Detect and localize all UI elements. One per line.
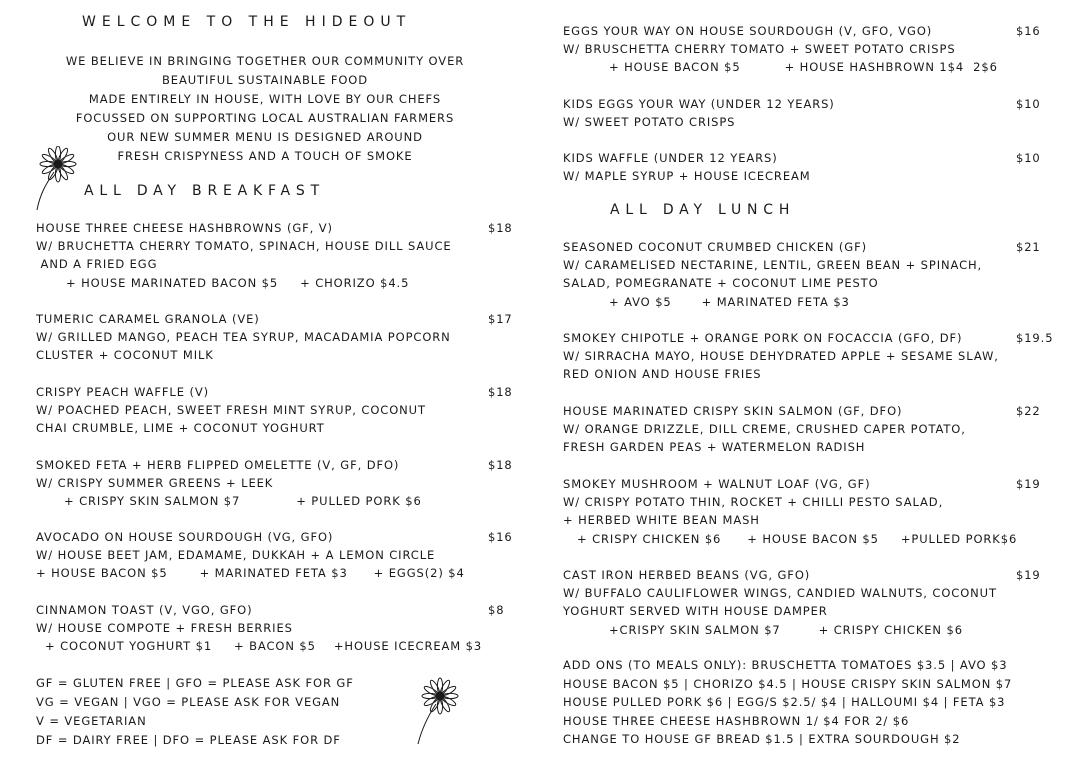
- item-addon: + CRISPY CHICKEN $6: [577, 531, 722, 546]
- item-addon: + AVO $5: [609, 294, 672, 309]
- item-addon: + EGGS(2) $4: [373, 566, 465, 581]
- item-price: $10: [1016, 97, 1041, 111]
- legend-line: V = VEGETARIAN: [36, 714, 147, 728]
- item-addon: +PULLED PORK$6: [900, 531, 1018, 546]
- addons-line: CHANGE TO HOUSE GF BREAD $1.5 | EXTRA SOURDOUGH $2: [563, 732, 961, 747]
- item-name: AVOCADO ON HOUSE SOURDOUGH (VG, GFO): [36, 530, 334, 544]
- menu-item: [563, 22, 1043, 77]
- item-name: SMOKEY MUSHROOM + WALNUT LOAF (VG, GF): [563, 477, 871, 491]
- intro-line: FRESH CRISPYNESS AND A TOUCH OF SMOKE: [117, 149, 413, 163]
- intro-line: MADE ENTIRELY IN HOUSE, WITH LOVE BY OUR CHEFS: [88, 92, 442, 106]
- legend-line: GF = GLUTEN FREE | GFO = PLEASE ASK FOR GF: [36, 676, 354, 690]
- item-price: $21: [1016, 240, 1041, 254]
- addons-line: HOUSE PULLED PORK $6 | EGG/S $2.5/ $4 | HALLOUMI $4 | FETA $3: [563, 695, 1006, 710]
- menu-item: [36, 456, 512, 511]
- item-name: KIDS EGGS YOUR WAY (UNDER 12 YEARS): [563, 97, 835, 111]
- item-desc: YOGHURT SERVED WITH HOUSE DAMPER: [563, 604, 828, 619]
- item-addon: + HOUSE BACON $5: [747, 531, 879, 546]
- item-desc: W/ BUFFALO CAULIFLOWER WINGS, CANDIED WALNUTS, COCONUT: [563, 586, 997, 601]
- item-addon: + CRISPY CHICKEN $6: [818, 622, 963, 637]
- menu-item: [36, 528, 512, 583]
- item-name: SMOKED FETA + HERB FLIPPED OMELETTE (V, GF, DFO): [36, 458, 400, 472]
- item-price: $8: [488, 603, 505, 617]
- addons-line: HOUSE BACON $5 | CHORIZO $4.5 | HOUSE CRISPY SKIN SALMON $7: [563, 676, 1013, 691]
- intro-line: BEAUTIFUL SUSTAINABLE FOOD: [161, 73, 369, 87]
- menu-item: [563, 566, 1053, 639]
- intro-line: OUR NEW SUMMER MENU IS DESIGNED AROUND: [107, 130, 423, 144]
- item-price: $22: [1016, 404, 1041, 418]
- item-desc: W/ POACHED PEACH, SWEET FRESH MINT SYRUP, COCONUT: [36, 403, 426, 418]
- welcome-title: WELCOME TO THE HIDEOUT: [82, 14, 412, 30]
- item-name: CINNAMON TOAST (V, VGO, GFO): [36, 603, 253, 617]
- menu-item: [563, 238, 1053, 311]
- item-price: $16: [1016, 24, 1041, 38]
- addons-line: HOUSE THREE CHEESE HASHBROWN 1/ $4 FOR 2/ $6: [563, 713, 910, 728]
- item-price: $19: [1016, 477, 1041, 491]
- daisy-flower-icon: [30, 146, 80, 212]
- item-desc: W/ GRILLED MANGO, PEACH TEA SYRUP, MACADAMIA POPCORN: [36, 330, 451, 345]
- menu-item: [36, 601, 512, 656]
- menu-item: [563, 475, 1053, 548]
- item-addon: + HOUSE BACON $5: [609, 60, 741, 75]
- item-price: $18: [488, 458, 513, 472]
- addons-line: ADD ONS (TO MEALS ONLY): BRUSCHETTA TOMATOES $3.5 | AVO $3: [563, 658, 1008, 672]
- item-addon: + HOUSE MARINATED BACON $5: [66, 275, 279, 290]
- legend-line: VG = VEGAN | VGO = PLEASE ASK FOR VEGAN: [36, 695, 341, 709]
- menu-item: [563, 149, 1043, 185]
- item-addon: +HOUSE ICECREAM $3: [333, 639, 483, 654]
- item-name: EGGS YOUR WAY ON HOUSE SOURDOUGH (V, GFO, VGO): [563, 24, 933, 38]
- item-addon: + MARINATED FETA $3: [701, 294, 850, 309]
- addons-info: [563, 656, 1012, 749]
- item-price: $10: [1016, 151, 1041, 165]
- menu-item: [563, 402, 1053, 457]
- item-desc: W/ HOUSE COMPOTE + FRESH BERRIES: [36, 621, 293, 636]
- item-price: $19: [1016, 568, 1041, 582]
- menu-item: [563, 95, 1043, 131]
- item-desc: CLUSTER + COCONUT MILK: [36, 348, 214, 363]
- item-price: $19.5: [1016, 331, 1054, 345]
- menu-item: [563, 329, 1053, 384]
- item-desc: W/ CRISPY POTATO THIN, ROCKET + CHILLI PESTO SALAD,: [563, 495, 944, 510]
- intro-line: FOCUSSED ON SUPPORTING LOCAL AUSTRALIAN FARMERS: [75, 111, 455, 125]
- item-name: HOUSE MARINATED CRISPY SKIN SALMON (GF, DFO): [563, 404, 903, 418]
- menu-item: [36, 383, 512, 438]
- item-desc: W/ SIRRACHA MAYO, HOUSE DEHYDRATED APPLE + SESAME SLAW,: [563, 349, 999, 364]
- item-addon: + HOUSE BACON $5: [36, 566, 168, 581]
- item-addon: + MARINATED FETA $3: [199, 566, 348, 581]
- item-price: $18: [488, 385, 513, 399]
- intro-text: [25, 52, 505, 166]
- item-desc: W/ CARAMELISED NECTARINE, LENTIL, GREEN BEAN + SPINACH,: [563, 258, 983, 273]
- item-desc: W/ BRUSCHETTA CHERRY TOMATO + SWEET POTATO CRISPS: [563, 42, 956, 57]
- item-desc: + HERBED WHITE BEAN MASH: [563, 513, 760, 528]
- item-addon: + BACON $5: [234, 639, 316, 654]
- item-desc: FRESH GARDEN PEAS + WATERMELON RADISH: [563, 440, 866, 455]
- legend-line: DF = DAIRY FREE | DFO = PLEASE ASK FOR DF: [36, 733, 341, 747]
- daisy-flower-icon: [410, 676, 460, 746]
- item-addon: +CRISPY SKIN SALMON $7: [609, 622, 781, 637]
- item-desc: W/ HOUSE BEET JAM, EDAMAME, DUKKAH + A LEMON CIRCLE: [36, 548, 436, 563]
- dietary-legend: [36, 674, 354, 750]
- item-desc: AND A FRIED EGG: [36, 257, 158, 272]
- breakfast-section-title: ALL DAY BREAKFAST: [84, 183, 325, 199]
- item-desc: W/ BRUCHETTA CHERRY TOMATO, SPINACH, HOUSE DILL SAUCE: [36, 239, 452, 254]
- item-name: KIDS WAFFLE (UNDER 12 YEARS): [563, 151, 778, 165]
- item-addon: + CRISPY SKIN SALMON $7: [64, 494, 241, 509]
- item-price: $17: [488, 312, 513, 326]
- menu-item: [36, 219, 512, 292]
- item-addon: + CHORIZO $4.5: [300, 275, 410, 290]
- item-addon: + HOUSE HASHBROWN 1$4 2$6: [784, 60, 998, 75]
- item-name: SMOKEY CHIPOTLE + ORANGE PORK ON FOCACCIA (GFO, DF): [563, 331, 963, 345]
- item-addon: + PULLED PORK $6: [296, 494, 422, 509]
- item-name: CAST IRON HERBED BEANS (VG, GFO): [563, 568, 811, 582]
- item-desc: W/ MAPLE SYRUP + HOUSE ICECREAM: [563, 169, 811, 184]
- item-name: CRISPY PEACH WAFFLE (V): [36, 385, 209, 399]
- intro-line: WE BELIEVE IN BRINGING TOGETHER OUR COMMUNITY OVER: [65, 54, 465, 68]
- item-desc: W/ CRISPY SUMMER GREENS + LEEK: [36, 476, 274, 491]
- item-price: $18: [488, 221, 513, 235]
- item-desc: RED ONION AND HOUSE FRIES: [563, 367, 762, 382]
- lunch-section-title: ALL DAY LUNCH: [610, 202, 796, 218]
- item-name: SEASONED COCONUT CRUMBED CHICKEN (GF): [563, 240, 868, 254]
- item-desc: W/ SWEET POTATO CRISPS: [563, 115, 736, 130]
- item-name: HOUSE THREE CHEESE HASHBROWNS (GF, V): [36, 221, 333, 235]
- item-desc: SALAD, POMEGRANATE + COCONUT LIME PESTO: [563, 276, 879, 291]
- item-price: $16: [488, 530, 513, 544]
- item-addon: + COCONUT YOGHURT $1: [45, 639, 213, 654]
- item-name: TUMERIC CARAMEL GRANOLA (VE): [36, 312, 260, 326]
- item-desc: W/ ORANGE DRIZZLE, DILL CREME, CRUSHED CAPER POTATO,: [563, 422, 966, 437]
- item-desc: CHAI CRUMBLE, LIME + COCONUT YOGHURT: [36, 421, 325, 436]
- menu-item: [36, 310, 512, 365]
